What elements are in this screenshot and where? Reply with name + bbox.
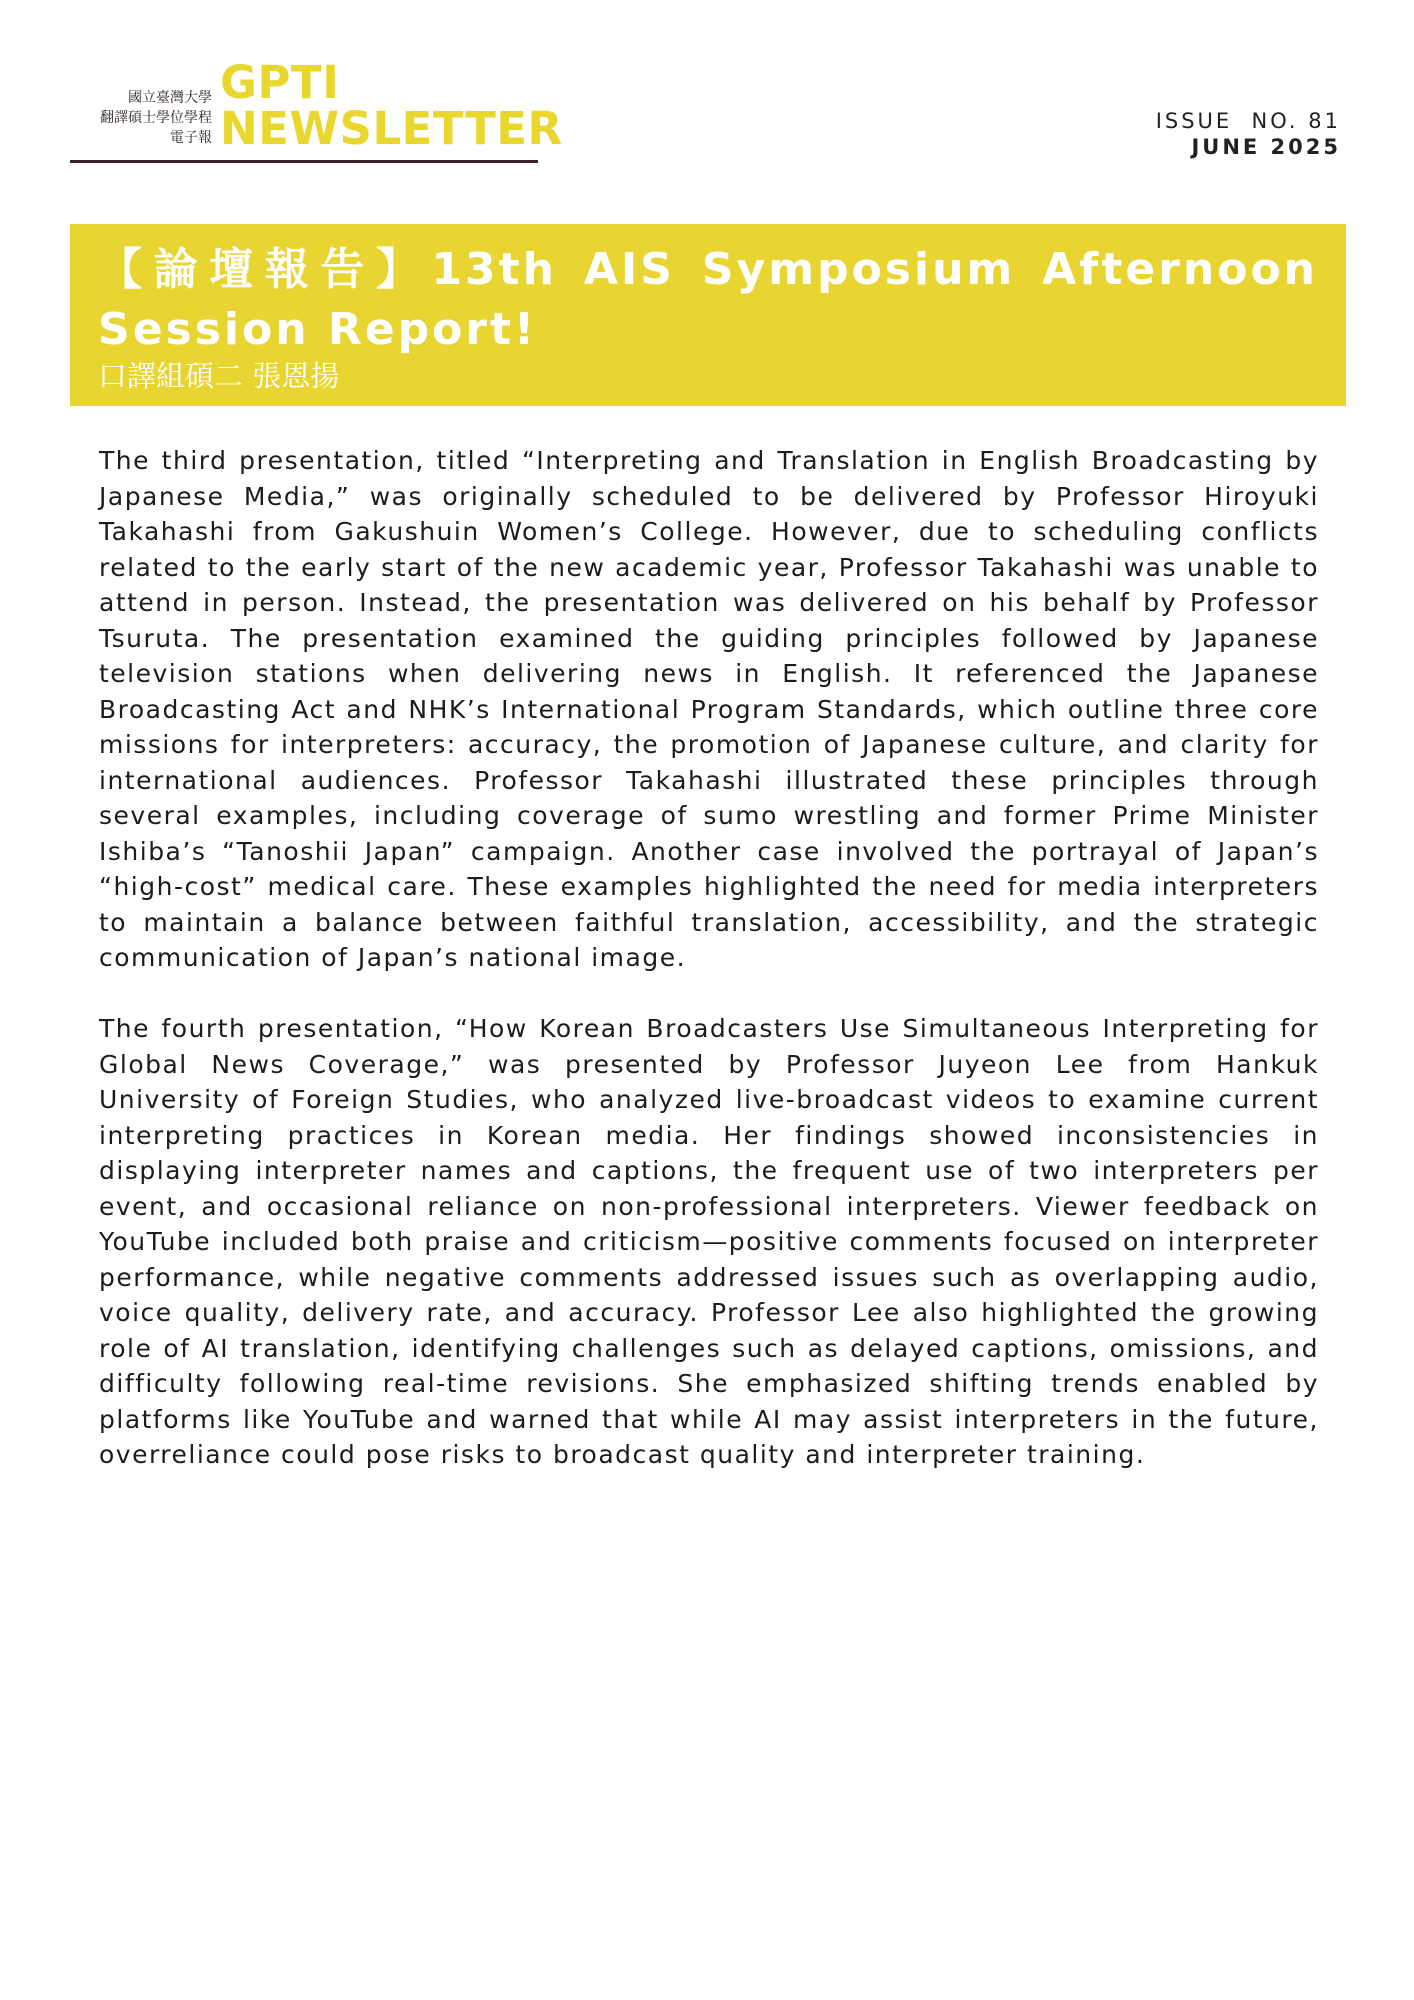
newsletter-logo-title xyxy=(220,56,563,155)
article-paragraph-2: The fourth presentation, “How Korean Broadcasters Use Simultaneous Interpreting for Global News Coverage,” was presented by Professor Juyeon Lee from Hankuk University of Foreign Studies, who analyzed live-broadcast videos to examine current interpreting practices in Korean media. Her findings showed inconsistencies in displaying interpreter names and captions, the frequent use of two interpreters per event, and occasional reliance on non-professional interpreters. Viewer feedback on YouTube included both praise and criticism—positive comments focused on interpreter performance, while negative comments addressed issues such as overlapping audio, voice quality, delivery rate, and accuracy. Professor Lee also highlighted the growing role of AI translation, identifying challenges such as delayed captions, omissions, and difficulty following real-time revisions. She emphasized shifting trends enabled by platforms like YouTube and warned that while AI may assist interpreters in the future, overreliance could pose risks to broadcast quality and interpreter training. xyxy=(99,1014,1319,1469)
masthead-chinese-line-3: 電子報 xyxy=(170,130,212,146)
issue-info xyxy=(1156,108,1341,160)
masthead-title-line-1: GPTI xyxy=(220,56,340,109)
masthead-chinese-line-1: 國立臺灣大學 xyxy=(128,90,212,106)
university-program-name xyxy=(70,88,212,148)
issue-number: ISSUE NO. 81 xyxy=(1155,109,1341,133)
masthead-chinese-line-2: 翻譯碩士學位學程 xyxy=(100,110,212,126)
article-title: 【論壇報告】13th AIS Symposium Afternoon Session Report! xyxy=(98,244,1318,355)
masthead-title-line-2: NEWSLETTER xyxy=(220,102,563,155)
issue-date: JUNE 2025 xyxy=(1191,135,1341,159)
article-title-banner xyxy=(70,224,1346,406)
article-body xyxy=(99,443,1319,1508)
masthead-divider xyxy=(70,160,538,163)
article-byline: 口譯組碩二 張恩揚 xyxy=(98,359,340,393)
article-paragraph-1: The third presentation, titled “Interpreting and Translation in English Broadcasting by Japanese Media,” was originally scheduled to be delivered by Professor Hiroyuki Takahashi from Gakushuin Women’s College. However, due to scheduling conflicts related to the early start of the new academic year, Professor Takahashi was unable to attend in person. Instead, the presentation was delivered on his behalf by Professor Tsuruta. The presentation examined the guiding principles followed by Japanese television stations when delivering news in English. It referenced the Japanese Broadcasting Act and NHK’s International Program Standards, which outline three core missions for interpreters: accuracy, the promotion of Japanese culture, and clarity for international audiences. Professor Takahashi illustrated these principles through several examples, including coverage of sumo wrestling and former Prime Minister Ishiba’s “Tanoshii Japan” campaign. Another case involved the portrayal of Japan’s “high-cost” medical care. These examples highlighted the need for media interpreters to maintain a balance between faithful translation, accessibility, and the strategic communication of Japan’s national image. xyxy=(99,446,1319,972)
newsletter-masthead xyxy=(70,56,563,166)
